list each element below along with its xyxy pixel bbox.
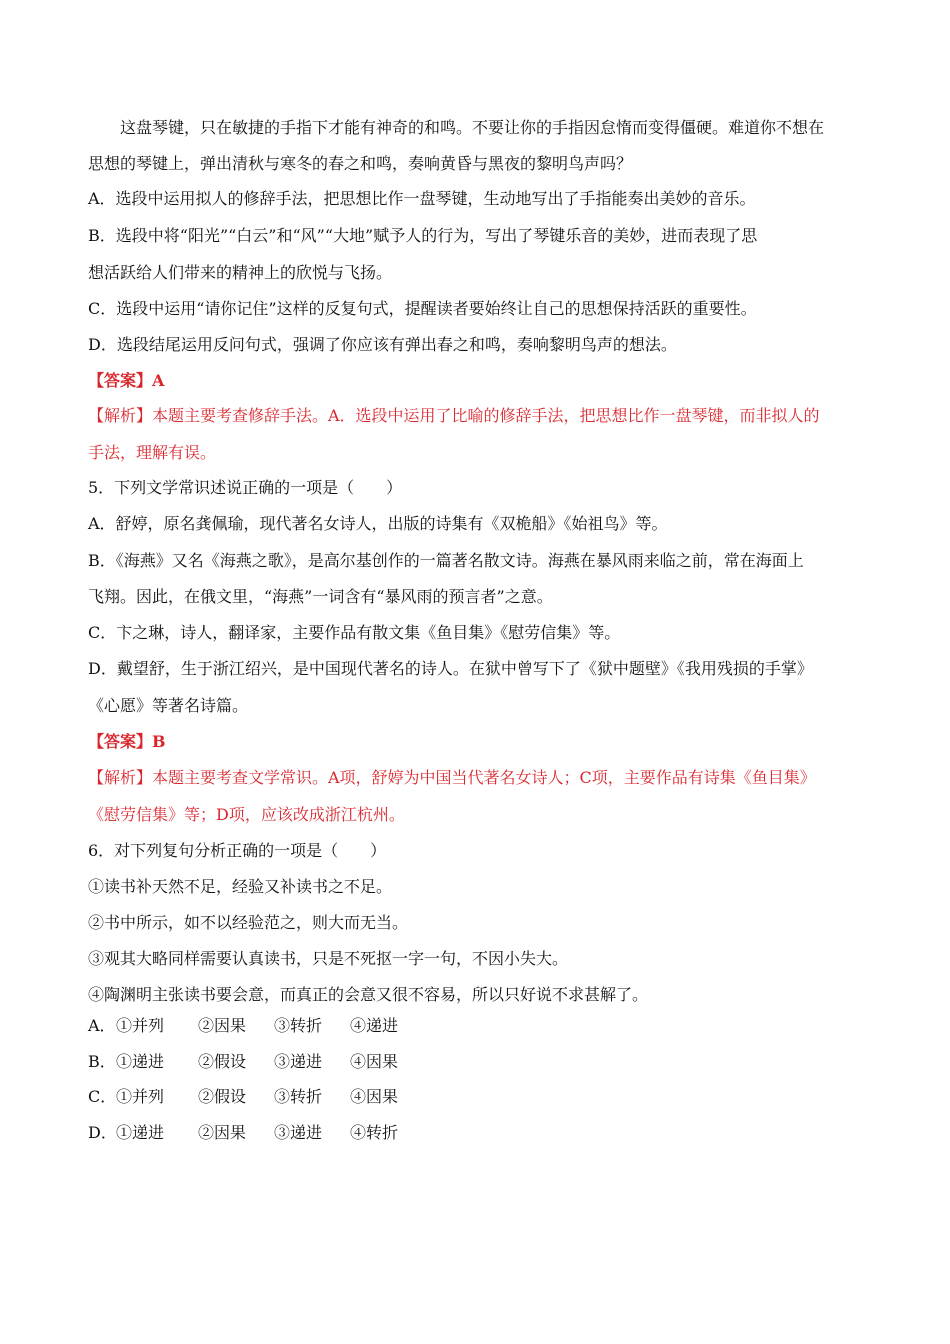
q4-option-a: A．选段中运用拟人的修辞手法，把思想比作一盘琴键，生动地写出了手指能奏出美妙的音乐。	[88, 189, 756, 208]
q4-option-d: D．选段结尾运用反问句式，强调了你应该有弹出春之和鸣，奏响黎明鸟声的想法。	[88, 335, 677, 354]
option-clause-2: ②因果	[198, 1123, 247, 1142]
q6-stem: 6．对下列复句分析正确的一项是（ ）	[88, 841, 387, 860]
q5-option-d-line-2: 《心愿》等著名诗篇。	[88, 696, 249, 715]
option-clause-1: ①并列	[116, 1087, 165, 1106]
q6-sentence-2: ②书中所示，如不以经验范之，则大而无当。	[88, 913, 409, 932]
q5-option-c: C．卞之琳，诗人，翻译家，主要作品有散文集《鱼目集》《慰劳信集》等。	[88, 623, 621, 642]
q6-option-d	[88, 1122, 398, 1144]
option-clause-4: ④递进	[350, 1016, 399, 1035]
passage-line-1: 这盘琴键，只在敏捷的手指下才能有神奇的和鸣。不要让你的手指因怠惰而变得僵硬。难道你不想在	[120, 118, 825, 137]
option-clause-2: ②因果	[198, 1016, 247, 1035]
option-clause-1: ①递进	[116, 1123, 165, 1142]
q6-sentence-4: ④陶渊明主张读书要会意，而真正的会意又很不容易，所以只好说不求甚解了。	[88, 985, 649, 1004]
q4-option-b-line-2: 想活跃给人们带来的精神上的欣悦与飞扬。	[88, 263, 393, 282]
option-clause-3: ③递进	[274, 1123, 323, 1142]
q5-option-a: A．舒婷，原名龚佩瑜，现代著名女诗人，出版的诗集有《双桅船》《始祖鸟》等。	[88, 514, 668, 533]
q4-analysis-line-2: 手法，理解有误。	[88, 443, 217, 462]
option-clause-3: ③递进	[274, 1052, 323, 1071]
option-clause-4: ④转折	[350, 1123, 399, 1142]
q6-option-b	[88, 1051, 398, 1073]
q5-analysis-line-2: 《慰劳信集》等；D项，应该改成浙江杭州。	[88, 805, 405, 824]
q4-analysis-line-1: 【解析】本题主要考查修辞手法。A．选段中运用了比喻的修辞手法，把思想比作一盘琴键，而非拟人的	[88, 406, 820, 425]
q5-option-d-line-1: D．戴望舒，生于浙江绍兴，是中国现代著名的诗人。在狱中曾写下了《狱中题壁》《我用残损的手掌》	[88, 659, 813, 678]
option-clause-4: ④因果	[350, 1087, 399, 1106]
passage-line-2: 思想的琴键上，弹出清秋与寒冬的春之和鸣，奏响黄昏与黑夜的黎明鸟声吗？	[88, 154, 633, 173]
option-clause-2: ②假设	[198, 1052, 247, 1071]
option-letter: A．	[88, 1016, 116, 1035]
option-clause-1: ①并列	[116, 1016, 165, 1035]
q6-sentence-3: ③观其大略同样需要认真读书，只是不死抠一字一句，不因小失大。	[88, 949, 569, 968]
q4-option-b-line-1: B．选段中将“阳光”“白云”和“风”“大地”赋予人的行为，写出了琴键乐音的美妙，进而表现了思	[88, 226, 758, 245]
option-clause-4: ④因果	[350, 1052, 399, 1071]
q4-answer: 【答案】A	[88, 371, 165, 390]
option-clause-1: ①递进	[116, 1052, 165, 1071]
q5-stem: 5．下列文学常识述说正确的一项是（ ）	[88, 478, 403, 497]
option-clause-3: ③转折	[274, 1087, 323, 1106]
q4-option-c: C．选段中运用“请你记住”这样的反复句式，提醒读者要始终让自己的思想保持活跃的重要性。	[88, 299, 757, 318]
option-clause-2: ②假设	[198, 1087, 247, 1106]
q6-sentence-1: ①读书补天然不足，经验又补读书之不足。	[88, 877, 393, 896]
q6-option-a	[88, 1015, 398, 1037]
option-letter: D．	[88, 1123, 117, 1142]
q5-analysis-line-1: 【解析】本题主要考查文学常识。A项，舒婷为中国当代著名女诗人；C项，主要作品有诗集《鱼目集》	[88, 768, 816, 787]
option-letter: C．	[88, 1087, 117, 1106]
q6-option-c	[88, 1086, 398, 1108]
q5-option-b-line-1: B．《海燕》又名《海燕之歌》，是高尔基创作的一篇著名散文诗。海燕在暴风雨来临之前，常在海面上	[88, 551, 804, 570]
option-clause-3: ③转折	[274, 1016, 323, 1035]
option-letter: B．	[88, 1052, 116, 1071]
q5-option-b-line-2: 飞翔。因此，在俄文里，“海燕”一词含有“暴风雨的预言者”之意。	[88, 587, 553, 606]
q5-answer: 【答案】B	[88, 732, 166, 751]
